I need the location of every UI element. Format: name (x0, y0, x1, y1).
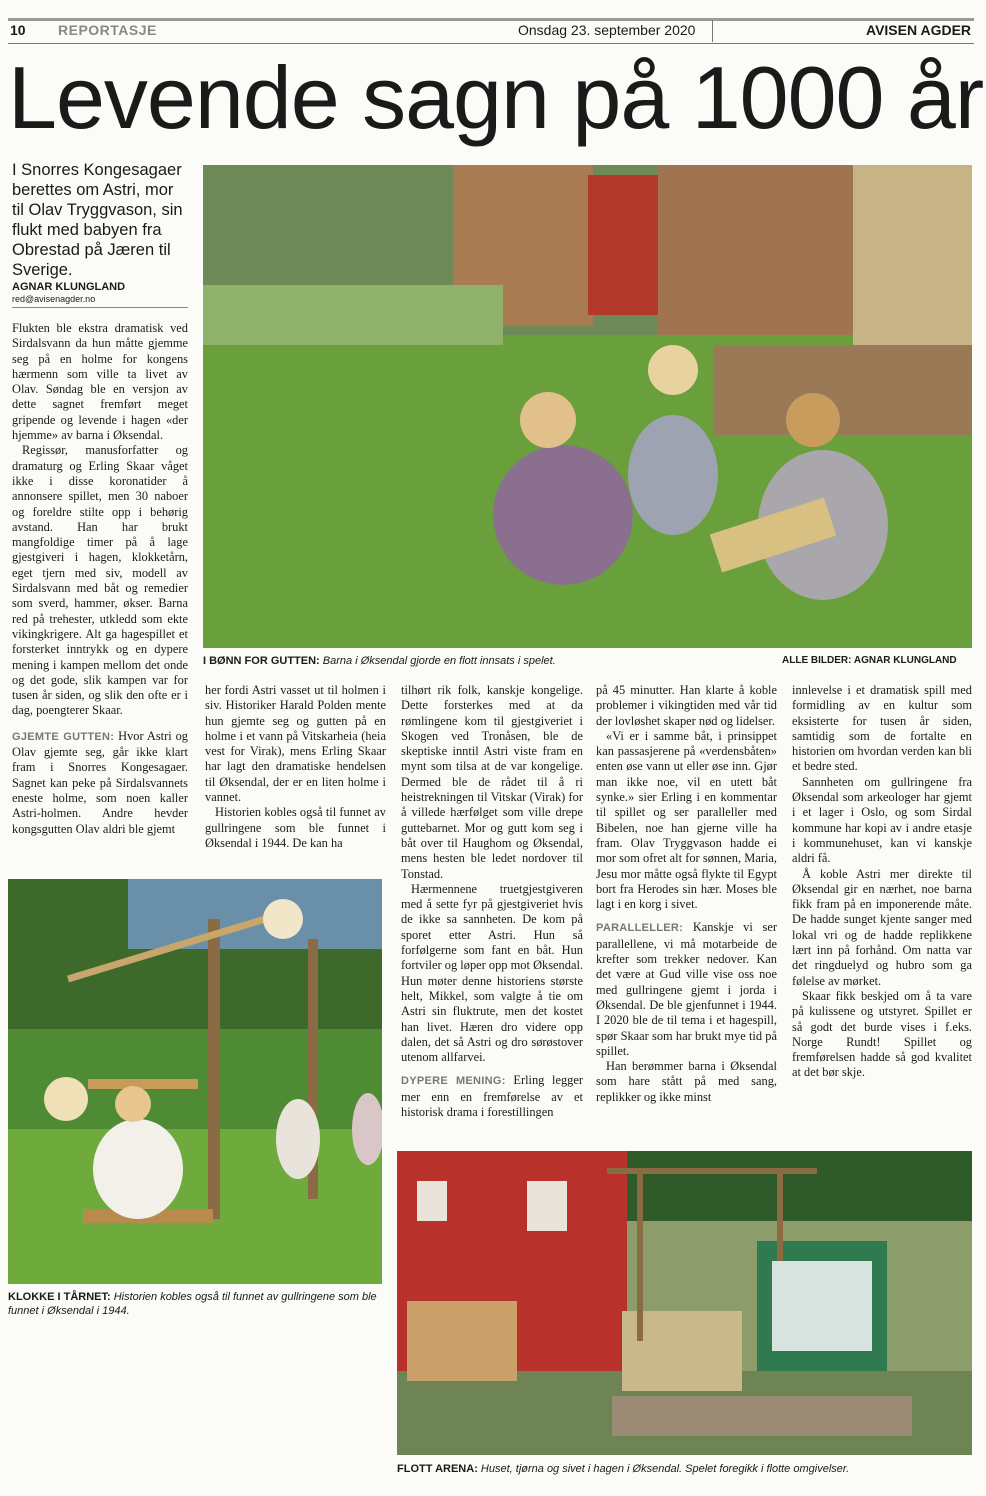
arena-caption (397, 1462, 972, 1476)
paragraph: Regissør, manusforfatter og dramaturg og Erling Skaar våget ikke i disse koronatider å annonsere spillet, men 30 naboer og foreldre stilte opp i behørig avstand. Han har brukt mangfoldige timer på å lage gjestgiveri i hagen, klokketårn, eget tjern med siv, modell av Sirdalsvann med båt og remedier som sverd, hammer, økser. Barna red på trehester, utkledd som ekte vikingkrigere. Alt ga hagespillet et forsterket inntrykk og en dypere mening i kampen mellom det onde og det gode, slik kampen var for tusen år siden, og slik den ofte er i dag, poengterer Skaar. (12, 443, 188, 718)
subhead-text: Hvor Astri og Olav gjemte seg, går ikke klart fram i Snorres Kongesagaer. Sagnet kan peke på Sirdalsvannets eneste holme, som noen kaller Astri-holmen. Andre hevder kongsgutten Olav aldri ble gjemt (12, 728, 188, 836)
paragraph: Skaar fikk beskjed om å ta vare på kulissene og utstyret. Spillet er så godt det burde vises i f.eks. Norge Rundt! Spillet og fremførelsen hadde så god kvalitet at det bør skje. (792, 988, 972, 1080)
tower-photo (8, 879, 382, 1284)
ingress: I Snorres Kongesagaer berettes om Astri, mor til Olav Tryggvason, sin flukt med babyen fra Obrestad på Jæren til Sverige. (12, 161, 183, 279)
main-photo (203, 165, 972, 648)
publication-name: AVISEN AGDER (866, 22, 972, 38)
column-4 (596, 683, 777, 1105)
photo-credit: ALLE BILDER: AGNAR KLUNGLAND (782, 655, 957, 666)
subhead: PARALLELLER: (596, 922, 684, 935)
paragraph: Historien kobles også til funnet av gullringene som ble funnet i Øksendal i 1944. De kan ha (205, 805, 386, 850)
arena-caption-text: Huset, tjørna og sivet i hagen i Øksendal. Spelet foregikk i flotte omgivelser. (480, 1463, 850, 1475)
paragraph: Å koble Astri mer direkte til Øksendal gir en nærhet, noe barna fikk fram på en imponerende måte. De hadde sunget kjente sanger med lokal vri og de hadde replikkene lært inn på forhånd. Om natta var det ringduelyd og hubro som ga følelse av mørket. (792, 866, 972, 988)
tower-caption (8, 1290, 382, 1318)
paragraph: tilhørt rik folk, kanskje kongelige. Dette forsterkes med at da rømlingene kom til gjestgiveriet i Skogen ved Tronåsen, ble de skeptiske inntil Astri viste fram en mynt som tilsa at de var kongelige. Dermed ble de rådet til å ri heistrekningen til Vitskar (Virak) for å villede hærfølget som ville drepe guttebarnet. Mor og gutt kom seg i båt over til Haughom og Øksendal, mens hesten ble ledet nordover til Tonstad. (401, 683, 583, 881)
subhead: GJEMTE GUTTEN: (12, 730, 115, 743)
subhead-paragraph (12, 729, 188, 837)
headline: Levende sagn på 1000 år (8, 48, 984, 147)
subhead-paragraph (596, 920, 777, 1059)
paragraph: Hærmennene truetgjestgiveren med å sette fyr på gjestgiveriet hvis de ikke sa sannheten. De kom på sporet etter Astri. Hun så forfølgerne som fant en båt. Hun fortviler og løper opp mot Øksendal. Hun møter denne historiens største helt, Mikkel, som valgte å tie om Astri sin fluktrute, men det kostet han livet. Hæren dro videre opp dalen, det så Astri og dro sørøstover utenom allfarvei. (401, 881, 583, 1065)
paragraph: Sannheten om gullringene fra Øksendal som arkeologer har gjemt i et lager i Oslo, og som Sirdal kommune har kopi av i andre etasje i kommunehuset, kan vi kanskje aldri få. (792, 774, 972, 866)
subhead-paragraph (401, 1073, 583, 1120)
paragraph: Han berømmer barna i Øksendal som hare stått på med sang, replikker og ikke minst (596, 1059, 777, 1104)
byline-email: red@avisenagder.no (12, 294, 96, 304)
main-caption (203, 654, 556, 668)
main-caption-label: I BØNN FOR GUTTEN: (203, 655, 320, 667)
byline-name: AGNAR KLUNGLAND (12, 281, 126, 293)
column-2 (205, 683, 386, 851)
subhead-text: Kanskje vi ser parallellene, vi må motarbeide de krefter som trekker nedover. Kan det være at Gud ville vise oss noe med gullringene gjemt i jorda i Øksendal. De ble gjenfunnet i 1944. I 2020 ble de til tema i et hagespill, spør Skaar som har brukt mye tid på spillet. (596, 920, 777, 1058)
photo-bell-tower (8, 879, 382, 1284)
paragraph: «Vi er i samme båt, i prinsippet kan passasjerene på «verdensbåten» enten øse vann ut eller øse inn. Gjør man ikke noe, vil en utett båt synke.» sier Erling i en kommentar til spillet og ser paralleller med Bibelen, noe han gjerne ville ha fram. Olav Tryggvason hadde ei mor som ofret alt for sønnen, Maria, Jesu mor måtte også flykte til Egypt bort fra Herodes sin hær. Moses ble lagt i en korg i sivet. (596, 728, 777, 912)
section-label: REPORTASJE (58, 22, 157, 38)
column-1 (12, 321, 188, 837)
photo-children-praying (203, 165, 972, 648)
tower-caption-text: Historien kobles også til funnet av gullringene som ble funnet i Øksendal i 1944. (8, 1291, 377, 1317)
issue-date: Onsdag 23. september 2020 (518, 22, 696, 38)
paragraph: innlevelse i et dramatisk spill med formidling av en kultur som eksisterte for tusen år siden, samtidig som de fortalte en historien om hvordan verden kan bli et bedre sted. (792, 683, 972, 774)
main-caption-text: Barna i Øksendal gjorde en flott innsats i spelet. (322, 655, 556, 667)
tower-caption-label: KLOKKE I TÅRNET: (8, 1291, 111, 1303)
paragraph: Flukten ble ekstra dramatisk ved Sirdalsvann da hun måtte gjemme seg på en holme for kongens hærmenn som ville ta livet av Olav. Søndag ble en versjon av dette sagnet fremført meget gripende og levende i hagen «der hjemme» av barna i Øksendal. (12, 321, 188, 443)
column-5 (792, 683, 972, 1081)
arena-photo (397, 1151, 972, 1455)
photo-garden-arena (397, 1151, 972, 1455)
paragraph: på 45 minutter. Han klarte å koble problemer i vikingtiden med vår tid der lovløshet skaper nød og lidelser. (596, 683, 777, 728)
page-number: 10 (10, 22, 26, 38)
byline-rule (12, 307, 188, 308)
subhead: DYPERE MENING: (401, 1075, 506, 1088)
subhead-text: Erling legger mer enn en fremførelse av et historisk drama i forestillingen (401, 1073, 584, 1120)
column-3 (401, 683, 583, 1120)
byline (12, 281, 125, 305)
arena-caption-label: FLOTT ARENA: (397, 1463, 478, 1475)
header-divider (712, 20, 713, 42)
paragraph: her fordi Astri vasset ut til holmen i siv. Historiker Harald Polden mente hun gjemte seg og gutten på en holme i et vann på Vitskarheia (heia vest for Virak), mens Erling Skaar har lagt den dramatiske hendelsen til Øksendal, der er en liten holme i vannet. (205, 683, 386, 805)
